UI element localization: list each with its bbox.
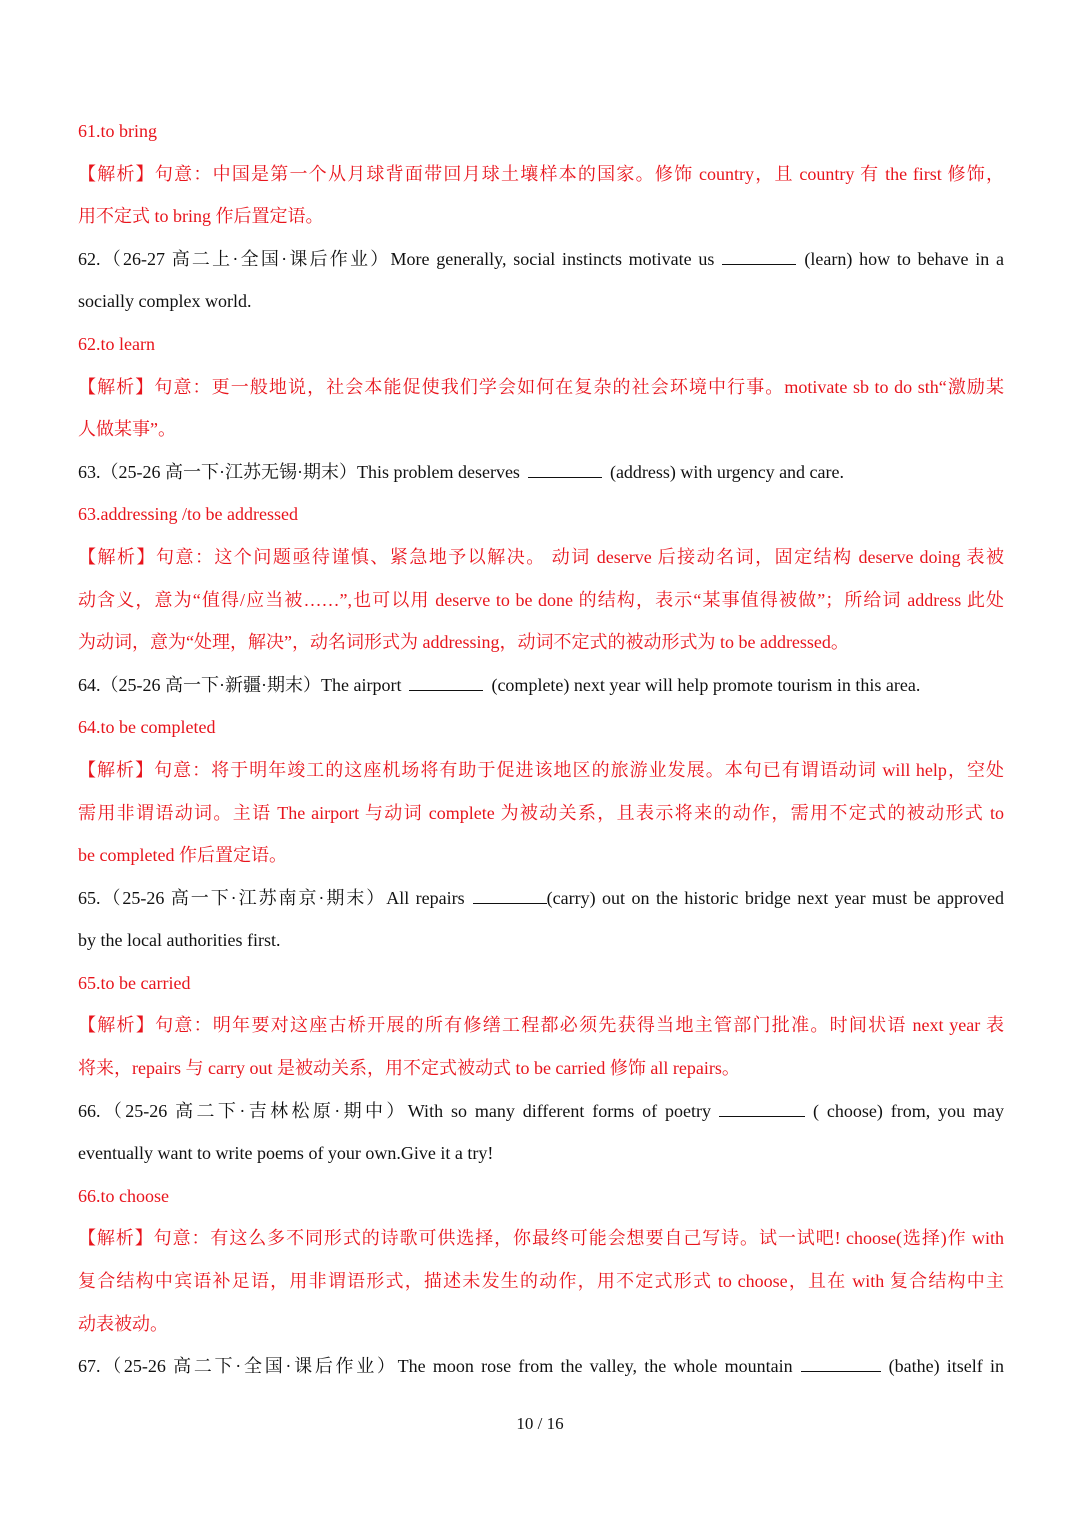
question-67-line-1 [78,1345,1004,1388]
analysis-61-line-2: 用不定式 to bring 作后置定语。 [78,206,324,227]
question-66-line-1 [78,1090,1004,1133]
page-number: 10 / 16 [516,1414,564,1433]
analysis-65-line-2: 将来，repairs 与 carry out 是被动关系，用不定式被动式 to be carried 修饰 all repairs。 [78,1058,740,1079]
question-65-stem-before: 65.（25-26 高一下·江苏南京·期末）All repairs [78,887,465,908]
question-62-line-1 [78,238,1004,281]
answer-63: 63.addressing /to be addressed [78,504,298,525]
question-66-stem-before: 66.（25-26 高二下·吉林松原·期中）With so many different forms of poetry [78,1100,711,1121]
question-62-stem-after: (learn) how to behave in a [804,248,1004,269]
question-62-stem-before: 62.（26-27 高二上·全国·课后作业）More generally, social instincts motivate us [78,248,715,269]
question-65-stem-after: (carry) out on the historic bridge next year must be approved [546,887,1004,908]
analysis-62-line-2: 人做某事”。 [78,419,176,440]
question-64-stem-before: 64.（25-26 高一下·新疆·期末）The airport [78,674,402,695]
document-body [78,110,1004,1388]
question-64-line-1 [78,664,1004,707]
question-65-line-1 [78,877,1004,920]
question-62-line-2: socially complex world. [78,291,252,312]
analysis-66-line-3: 动表被动。 [78,1313,168,1334]
answer-62: 62.to learn [78,333,155,354]
answer-blank-67 [801,1355,881,1372]
analysis-62-line-1: 【解析】句意：更一般地说，社会本能促使我们学会如何在复杂的社会环境中行事。motivate sb to do sth“激励某 [78,376,1004,397]
question-64-stem-after: (complete) next year will help promote tourism in this area. [491,674,921,695]
question-63-line-1 [78,451,1004,494]
answer-blank-62 [722,248,796,265]
answer-65: 65.to be carried [78,972,191,993]
analysis-64-line-1: 【解析】句意：将于明年竣工的这座机场将有助于促进该地区的旅游业发展。本句已有谓语动词 will help，空处 [78,759,1004,780]
answer-64: 64.to be completed [78,717,216,738]
question-63-stem-after: (address) with urgency and care. [609,461,845,482]
analysis-64-line-2: 需用非谓语动词。主语 The airport 与动词 complete 为被动关系，且表示将来的动作，需用不定式的被动形式 to [78,802,1004,823]
question-66-stem-after: ( choose) from, you may [813,1100,1005,1121]
question-67-stem-after: (bathe) itself in [888,1356,1004,1377]
answer-blank-65 [473,887,547,904]
analysis-63-line-1: 【解析】句意：这个问题亟待谨慎、紧急地予以解决。 动词 deserve 后接动名词，固定结构 deserve doing 表被 [78,546,1004,567]
question-63-stem-before: 63.（25-26 高一下·江苏无锡·期末）This problem deserves [78,461,520,482]
answer-blank-64 [409,674,483,691]
analysis-65-line-1: 【解析】句意：明年要对这座古桥开展的所有修缮工程都必须先获得当地主管部门批准。时间状语 next year 表 [78,1015,1004,1036]
answer-61: 61.to bring [78,121,157,141]
analysis-66-line-1: 【解析】句意：有这么多不同形式的诗歌可供选择，你最终可能会想要自己写诗。试一试吧! choose(选择)作 with [78,1228,1004,1249]
question-66-line-2: eventually want to write poems of your own.Give it a try! [78,1143,494,1164]
answer-blank-66 [719,1099,805,1116]
answer-66: 66.to choose [78,1185,169,1206]
analysis-64-line-3: be completed 作后置定语。 [78,845,287,866]
analysis-61-line-1: 【解析】句意：中国是第一个从月球背面带回月球土壤样本的国家。修饰 country，且 country 有 the first 修饰， [78,163,1004,184]
answer-blank-63 [528,461,602,478]
question-65-line-2: by the local authorities first. [78,930,281,951]
analysis-63-line-3: 为动词，意为“处理，解决”，动名词形式为 addressing，动词不定式的被动形式为 to be addressed。 [78,632,849,653]
analysis-63-line-2: 动含义，意为“值得/应当被……”,也可以用 deserve to be done 的结构，表示“某事值得被做”；所给词 address 此处 [78,589,1004,610]
analysis-66-line-2: 复合结构中宾语补足语，用非谓语形式，描述未发生的动作，用不定式形式 to choose，且在 with 复合结构中主 [78,1271,1004,1292]
question-67-stem-before: 67.（25-26 高二下·全国·课后作业）The moon rose from the valley, the whole mountain [78,1356,793,1377]
